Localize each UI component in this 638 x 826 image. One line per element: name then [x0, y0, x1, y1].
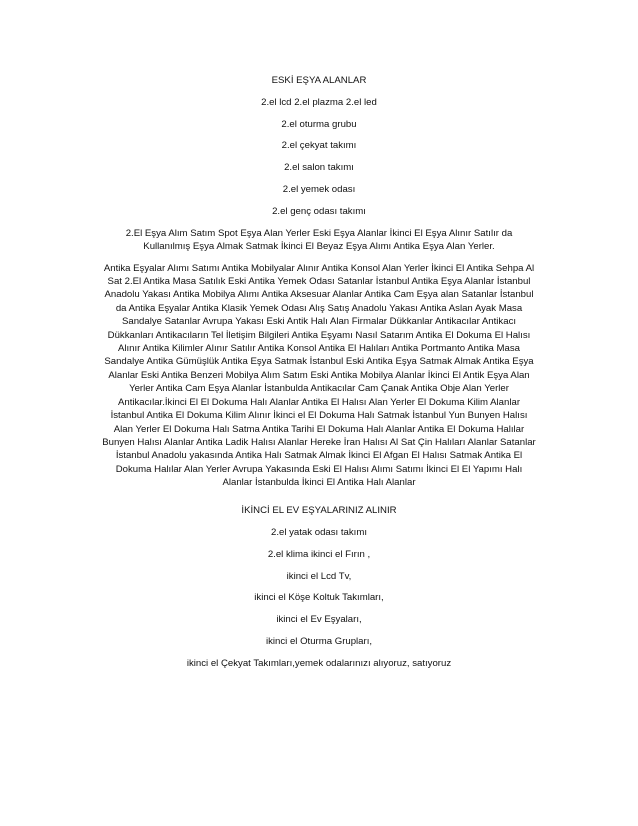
document-title: ESKİ EŞYA ALANLAR [271, 75, 367, 86]
intro-paragraph: 2.El Eşya Alım Satım Spot Eşya Alan Yerler Eski Eşya Alanlar İkinci El Eşya Alınır Satılır da Kullanılmış Eşya Almak Satmak İkinci El Beyaz Eşya Alımı Antika Eşya Alan Yerler. [125, 227, 513, 253]
top-item: 2.el salon takımı [284, 162, 354, 174]
bottom-item-list [0, 526, 638, 670]
top-item: 2.el çekyat takımı [281, 140, 357, 152]
bottom-item: ikinci el Çekyat Takımları,yemek odalarınızı alıyoruz, satıyoruz [186, 657, 452, 669]
top-item: 2.el lcd 2.el plazma 2.el led [261, 96, 377, 108]
top-item-list [0, 96, 638, 218]
bottom-item: 2.el klima ikinci el Fırın , [267, 548, 371, 560]
bottom-item: ikinci el Lcd Tv, [286, 570, 352, 582]
bottom-item: ikinci el Köşe Koltuk Takımları, [254, 592, 384, 604]
bottom-item: 2.el yatak odası takımı [271, 526, 367, 538]
top-item: 2.el oturma grubu [281, 118, 357, 130]
bottom-item: ikinci el Ev Eşyaları, [276, 614, 362, 626]
top-item: 2.el yemek odası [282, 184, 356, 196]
top-item: 2.el genç odası takımı [272, 205, 366, 217]
body-paragraph: Antika Eşyalar Alımı Satımı Antika Mobilyalar Alınır Antika Konsol Alan Yerler İkinci El Antika Sehpa Al Sat 2.El Antika Masa Satılık Eski Antika Yemek Odası Satanlar İstanbul Antika Eşya Alanlar İstanbul Anadolu Yakası Antika Mobilya Alımı Antika Aksesuar Alanlar Antika Cam Eşya alan Satanlar İstanbul da Antika Eşyalar Antika Klasik Yemek Odası Alış Satış Anadolu Yakası Antika Aslan Ayak Masa Sandalye Satanlar Avrupa Yakası Eski Antik Halı Alan Firmalar Dükkanlar Antikacılar Antikacı Dükkanları Antikacıların Tel İletişim Bilgileri Antika Eşyamı Nasıl Satarım Antika El Dokuma El Halısı Alınır Antika Kilimler Alınır Satılır Antika Konsol Antika El Halıları Antika Portmanto Antika Masa Sandalye Antika Gümüşlük Antika Eşya Satmak İstanbul Eski Antika Eşya Satmak Almak Antika Eşya Alanlar Eski Antika Benzeri Mobilya Alım Satım Eski Antika Mobilya Alanlar İkinci El Antik Eşya Alan Yerler Antika Cam Eşya Alanlar İstanbulda Antikacılar Cam Çanak Antika Obje Alan Yerler Antikacılar.İkinci El El Dokuma Halı Alanlar Antika El Halısı Alan Yerler El Dokuma Kilim Alanlar İstanbul Antika El Dokuma Kilim Alınır İkinci el El Dokuma Halı Satmak İstanbul Yun Bunyen Halısı Alan Yerler El Dokuma Halı Satma Antika Tarihi El Dokuma Halı Alanlar Antika El Dokuma Halılar Bunyen Halısı Alanlar Antika Ladik Halısı Alanlar Hereke İran Halısı Al Sat Çin Halıları Alanlar Satanlar İstanbul Anadolu yakasında Antika Halı Satmak Almak İkinci El Afgan El Halısı Satmak Antika El Dokuma Halılar Alan Yerler Avrupa Yakasında Eski El Halısı Alımı Satımı İkinci El El Yapımı Halı Alanlar İstanbulda İkinci El Antika Halı Alanlar [102, 262, 536, 489]
bottom-item: ikinci el Oturma Grupları, [265, 635, 373, 647]
section-title: İKİNCİ EL EV EŞYALARINIZ ALINIR [241, 504, 397, 516]
